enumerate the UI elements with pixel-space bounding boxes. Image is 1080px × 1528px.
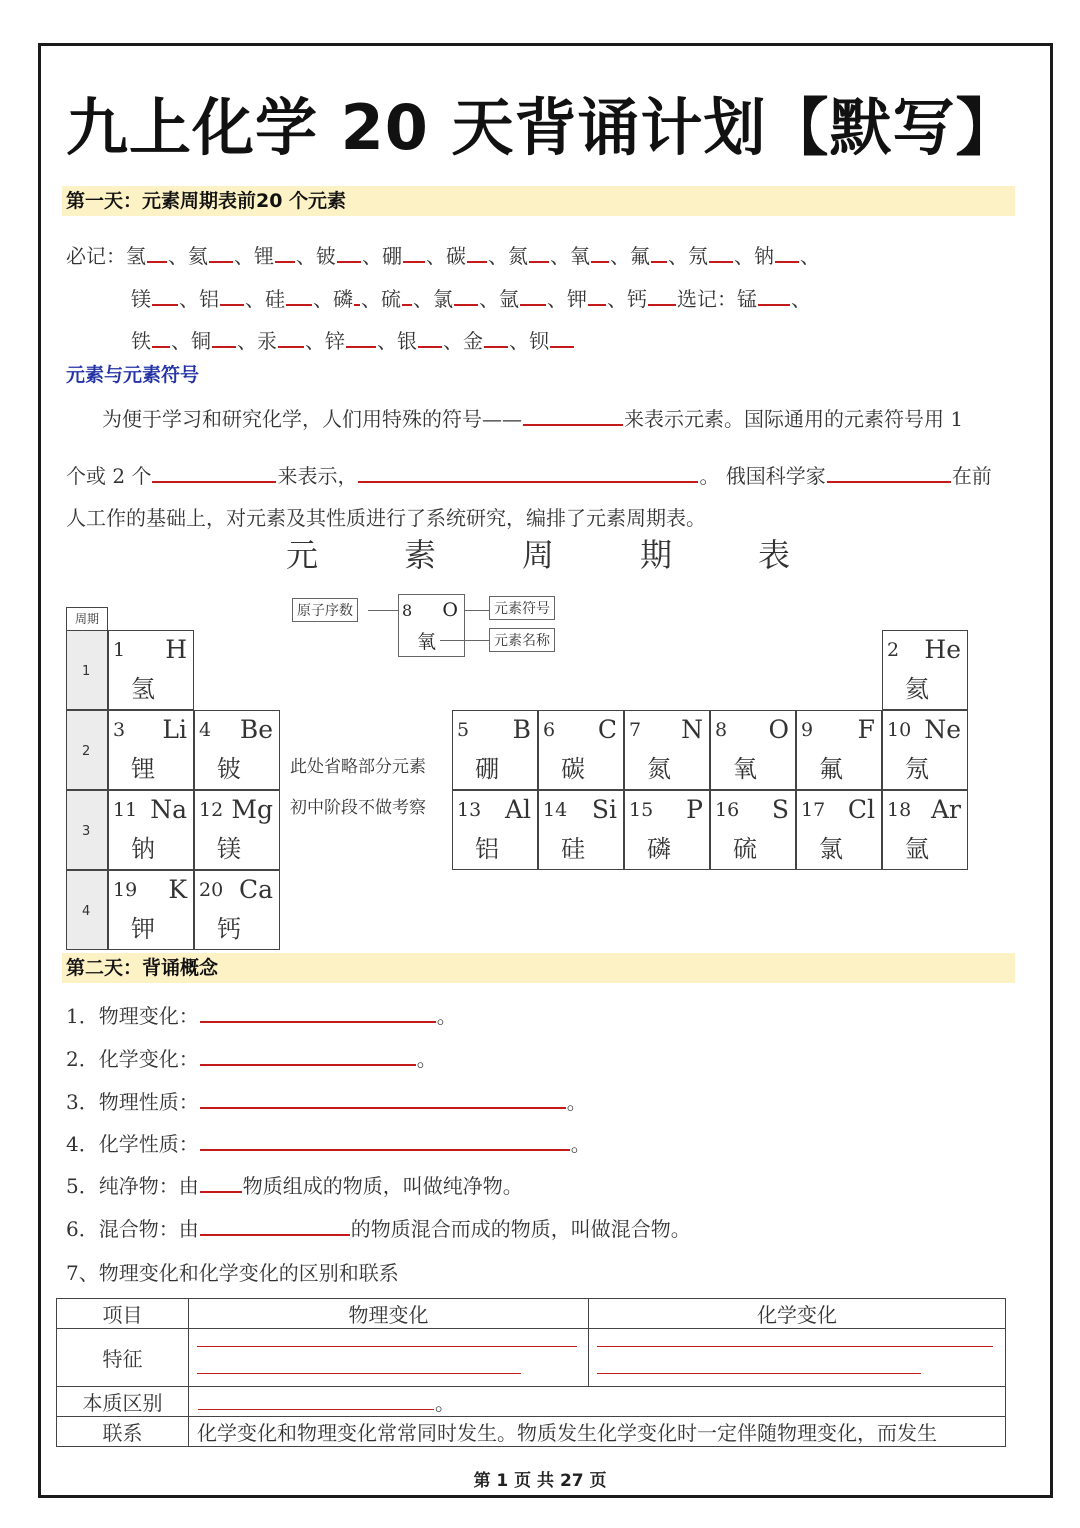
fill-blank[interactable]: [200, 1218, 350, 1236]
recall-prefix: 必记：: [66, 244, 126, 268]
element-chinese-name: 硅: [561, 835, 585, 863]
element-chinese-name: 氧: [733, 755, 757, 783]
fill-blank[interactable]: [529, 245, 549, 263]
legend-example-number: 8: [402, 601, 413, 620]
atomic-number: 16: [715, 799, 740, 821]
fill-blank[interactable]: [523, 408, 623, 426]
row-label-feature: 特征: [57, 1329, 189, 1387]
element-chinese-name: 氦: [905, 675, 929, 703]
element-cell: [194, 790, 280, 870]
element-name: 氖: [688, 244, 708, 268]
fill-blank[interactable]: [278, 330, 304, 348]
atomic-number: 6: [543, 719, 556, 741]
element-symbol: O: [768, 715, 789, 744]
day1-heading: 第一天：元素周期表前20 个元素: [62, 186, 1015, 216]
element-name: 硅: [265, 287, 285, 311]
element-chinese-name: 氯: [819, 835, 843, 863]
concept-physical-change: 1．物理变化： 。: [66, 1004, 457, 1028]
fill-blank[interactable]: [200, 1048, 416, 1066]
element-name: 金: [463, 329, 483, 353]
omit-note-2: 初中阶段不做考察: [290, 798, 426, 818]
atomic-number: 14: [543, 799, 568, 821]
element-chinese-name: 铍: [217, 755, 241, 783]
element-symbol: Mg: [231, 795, 273, 824]
atomic-number: 19: [113, 879, 138, 901]
element-name: 硫: [381, 287, 401, 311]
element-chinese-name: 氖: [905, 755, 929, 783]
element-symbol: P: [686, 795, 703, 824]
element-name: 汞: [257, 329, 277, 353]
recall-optional-prefix: 选记：: [677, 287, 737, 311]
fill-blank[interactable]: [200, 1005, 436, 1023]
fill-blank[interactable]: [403, 245, 425, 263]
table-header: 化学变化: [589, 1299, 1006, 1329]
element-name: 磷: [333, 287, 353, 311]
fill-blank[interactable]: [467, 245, 487, 263]
element-name: 锂: [254, 244, 274, 268]
atomic-number: 9: [801, 719, 814, 741]
fill-blank[interactable]: [337, 245, 361, 263]
fill-blank[interactable]: [454, 288, 478, 306]
element-cell: [452, 790, 538, 870]
concept-physical-property: 3．物理性质： 。: [66, 1090, 587, 1114]
answer-cell[interactable]: 。: [189, 1387, 1006, 1417]
fill-blank[interactable]: [209, 245, 233, 263]
atomic-number: 10: [887, 719, 912, 741]
element-symbol: N: [681, 715, 703, 744]
legend-example-symbol: O: [442, 599, 458, 621]
concept-chemical-change: 2．化学变化： 。: [66, 1047, 437, 1071]
element-name: 锌: [325, 329, 345, 353]
fill-blank[interactable]: [484, 330, 508, 348]
element-cell: [710, 710, 796, 790]
period-number: 3: [82, 824, 91, 839]
element-cell: [882, 630, 968, 710]
element-chinese-name: 硼: [475, 755, 499, 783]
period-number: 2: [82, 744, 91, 759]
atomic-number: 4: [199, 719, 212, 741]
element-symbol: Si: [591, 795, 617, 824]
element-chinese-name: 碳: [561, 755, 585, 783]
element-cell: [194, 870, 280, 950]
fill-blank[interactable]: [758, 288, 790, 306]
element-chinese-name: 镁: [217, 835, 241, 863]
element-name: 锰: [737, 287, 757, 311]
element-chinese-name: 氢: [131, 675, 155, 703]
element-recall-line-2: 镁 、铝 、硅 、磷 、硫 、氯 、氩 、钾 、钙 选记：锰 、: [131, 287, 811, 311]
fill-blank[interactable]: [147, 245, 167, 263]
element-chinese-name: 铝: [475, 835, 499, 863]
element-cell: [108, 870, 194, 950]
element-name: 氧: [570, 244, 590, 268]
element-chinese-name: 钾: [131, 915, 155, 943]
fill-blank[interactable]: [651, 245, 667, 263]
element-cell: [710, 790, 796, 870]
atomic-number: 11: [113, 799, 138, 821]
fill-blank[interactable]: [775, 245, 799, 263]
symbols-paragraph-line-1: 为便于学习和研究化学，人们用特殊的符号—— 来表示元素。国际通用的元素符号用 1: [102, 407, 964, 431]
element-name: 氯: [433, 287, 453, 311]
element-name: 钾: [567, 287, 587, 311]
legend-name: 元素名称: [489, 628, 555, 652]
element-cell: [108, 790, 194, 870]
element-name: 氟: [630, 244, 650, 268]
element-chinese-name: 磷: [647, 835, 671, 863]
fill-blank[interactable]: [275, 245, 295, 263]
fill-blank[interactable]: [200, 1175, 242, 1193]
element-symbol: Na: [150, 795, 187, 824]
period-header: 周期: [66, 607, 108, 631]
legend-example-cell: [398, 594, 465, 657]
row-label-essence: 本质区别: [57, 1387, 189, 1417]
fill-blank[interactable]: [588, 288, 606, 306]
atomic-number: 15: [629, 799, 654, 821]
element-name: 氢: [126, 244, 146, 268]
day2-heading: 第二天：背诵概念: [62, 953, 1015, 983]
fill-blank[interactable]: [827, 465, 951, 483]
legend-symbol: 元素符号: [489, 596, 555, 620]
element-symbol: Li: [162, 715, 187, 744]
section-heading-symbols: 元素与元素符号: [66, 364, 200, 386]
element-symbol: Cl: [847, 795, 875, 824]
fill-blank[interactable]: [591, 245, 609, 263]
page-footer: 第 1 页 共 27 页: [473, 1471, 607, 1491]
atomic-number: 5: [457, 719, 470, 741]
element-name: 铝: [199, 287, 219, 311]
fill-blank[interactable]: [286, 288, 312, 306]
concept-chemical-property: 4．化学性质： 。: [66, 1132, 591, 1156]
fill-blank[interactable]: [212, 330, 236, 348]
element-chinese-name: 氩: [905, 835, 929, 863]
periodic-table-title: 元 素 周 期 表: [286, 536, 791, 574]
element-name: 钡: [529, 329, 549, 353]
element-name: 镁: [131, 287, 151, 311]
table-header: 物理变化: [189, 1299, 589, 1329]
element-name: 银: [397, 329, 417, 353]
element-symbol: Ca: [238, 875, 273, 904]
element-name: 氦: [188, 244, 208, 268]
fill-blank[interactable]: [550, 330, 574, 348]
element-symbol: Be: [239, 715, 273, 744]
element-cell: [882, 710, 968, 790]
element-cell: [108, 710, 194, 790]
element-cell: [624, 710, 710, 790]
compare-table: [56, 1298, 1006, 1447]
symbols-paragraph-line-2: 个或 2 个 来表示， 。 俄国科学家 在前: [66, 464, 992, 488]
element-name: 钙: [627, 287, 647, 311]
legend-connector: [368, 610, 398, 611]
element-symbol: He: [924, 635, 961, 664]
fill-blank[interactable]: [220, 288, 244, 306]
element-name: 铁: [131, 329, 151, 353]
element-cell: [882, 790, 968, 870]
table-header: 项目: [57, 1299, 189, 1329]
element-cell: [538, 790, 624, 870]
atomic-number: 20: [199, 879, 224, 901]
legend-connector: [465, 610, 489, 611]
element-cell: [796, 790, 882, 870]
atomic-number: 13: [457, 799, 482, 821]
atomic-number: 3: [113, 719, 126, 741]
concept-compare-heading: 7、物理变化和化学变化的区别和联系: [66, 1261, 399, 1285]
element-cell: [796, 710, 882, 790]
fill-blank[interactable]: [152, 465, 276, 483]
period-number: 4: [82, 904, 91, 919]
answer-cell[interactable]: [589, 1329, 1006, 1387]
fill-blank[interactable]: [520, 288, 546, 306]
element-chinese-name: 锂: [131, 755, 155, 783]
element-chinese-name: 钠: [131, 835, 155, 863]
element-symbol: Al: [504, 795, 531, 824]
fill-blank[interactable]: [709, 245, 733, 263]
element-symbol: C: [597, 715, 617, 744]
element-chinese-name: 钙: [217, 915, 241, 943]
element-cell: [624, 790, 710, 870]
element-cell: [452, 710, 538, 790]
fill-blank[interactable]: [152, 288, 178, 306]
row-label-relation: 联系: [57, 1417, 189, 1447]
period-number: 1: [82, 664, 91, 679]
element-name: 钠: [754, 244, 774, 268]
element-chinese-name: 硫: [733, 835, 757, 863]
element-name: 硼: [382, 244, 402, 268]
element-symbol: H: [165, 635, 187, 664]
element-symbol: B: [512, 715, 531, 744]
element-chinese-name: 氮: [647, 755, 671, 783]
element-name: 铍: [316, 244, 336, 268]
atomic-number: 17: [801, 799, 826, 821]
element-cell: [194, 710, 280, 790]
fill-blank[interactable]: [346, 330, 376, 348]
element-name: 氮: [508, 244, 528, 268]
element-symbol: K: [168, 875, 187, 904]
relation-text: 化学变化和物理变化常常同时发生。物质发生化学变化时一定伴随物理变化，而发生: [189, 1417, 1006, 1447]
fill-blank[interactable]: [648, 288, 676, 306]
atomic-number: 18: [887, 799, 912, 821]
element-cell: [538, 710, 624, 790]
fill-blank[interactable]: [354, 288, 360, 306]
fill-blank[interactable]: [200, 1091, 566, 1109]
concept-mixture: 6．混合物：由 的物质混合而成的物质，叫做混合物。: [66, 1217, 691, 1241]
legend-example-name: 氧: [417, 631, 437, 653]
legend-atomic-number: 原子序数: [292, 598, 358, 622]
legend-connector: [440, 640, 489, 641]
atomic-number: 8: [715, 719, 728, 741]
atomic-number: 12: [199, 799, 224, 821]
atomic-number: 2: [887, 639, 900, 661]
element-recall-line-1: 必记：氢 、氦 、锂 、铍 、硼 、碳 、氮 、氧 、氟 、氖 、钠 、: [66, 244, 820, 268]
element-symbol: Ne: [924, 715, 961, 744]
fill-blank[interactable]: [152, 330, 170, 348]
fill-blank[interactable]: [200, 1133, 570, 1151]
fill-blank[interactable]: [402, 288, 412, 306]
element-symbol: F: [857, 715, 875, 744]
fill-blank[interactable]: [358, 465, 698, 483]
atomic-number: 1: [113, 639, 126, 661]
element-symbol: Ar: [930, 795, 961, 824]
atomic-number: 7: [629, 719, 642, 741]
page-title: 九上化学 20 天背诵计划【默写】: [66, 91, 1019, 164]
element-recall-line-3: 铁 、铜 、汞 、锌 、银 、金 、钡: [131, 325, 575, 354]
omit-note-1: 此处省略部分元素: [290, 757, 426, 777]
concept-pure-substance: 5．纯净物：由 物质组成的物质，叫做纯净物。: [66, 1174, 523, 1198]
symbols-paragraph-line-3: 人工作的基础上，对元素及其性质进行了系统研究，编排了元素周期表。: [66, 506, 706, 530]
element-cell: [108, 630, 194, 710]
element-symbol: S: [771, 795, 789, 824]
element-name: 碳: [446, 244, 466, 268]
fill-blank[interactable]: [198, 1392, 434, 1410]
answer-cell[interactable]: [189, 1329, 589, 1387]
element-name: 铜: [191, 329, 211, 353]
element-chinese-name: 氟: [819, 755, 843, 783]
element-name: 氩: [499, 287, 519, 311]
fill-blank[interactable]: [418, 330, 442, 348]
